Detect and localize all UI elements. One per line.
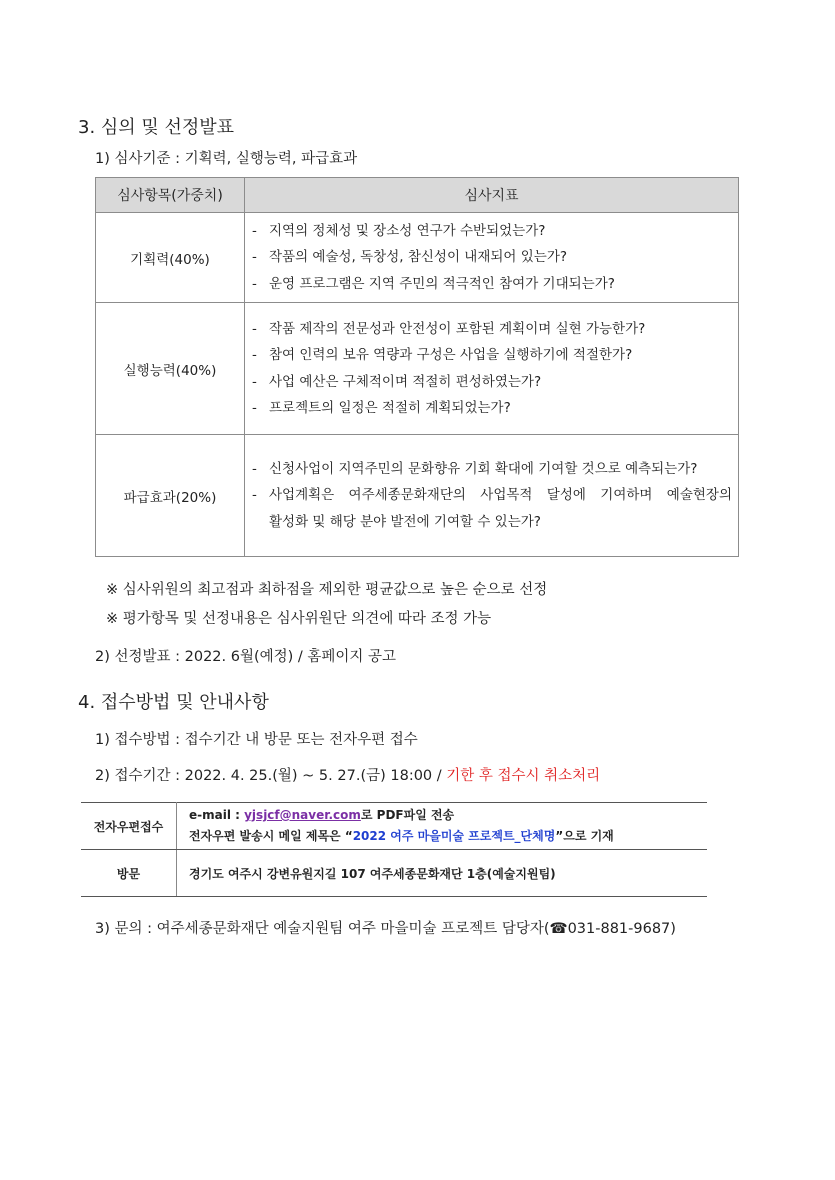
criteria-planning — [245, 213, 739, 303]
email-subject-format: 2022 여주 마을미술 프로젝트_단체명 — [352, 829, 556, 843]
section-4-title: 4. 접수방법 및 안내사항 — [78, 692, 269, 713]
list-item: - 사업 예산은 구체적이며 적절히 편성하였는가? — [252, 373, 542, 390]
column-header-criteria: 심사지표 — [245, 178, 739, 213]
table-row — [96, 303, 739, 435]
email-submission-label: 전자우편접수 — [81, 803, 177, 850]
email-submission-info: e-mail : yjsjcf@naver.com로 PDF파일 전송 전자우편 발송시 메일 제목은 “2022 여주 마을미술 프로젝트_단체명”으로 기재 — [177, 803, 708, 850]
phone-number: 031-881-9687) — [567, 921, 676, 937]
list-item: - 사업계획은 여주세종문화재단의 사업목적 달성에 기여하며 예술현장의 — [252, 487, 732, 504]
column-header-item: 심사항목(가중치) — [96, 178, 245, 213]
submission-period — [95, 764, 600, 785]
criteria-ripple-effect — [245, 435, 739, 557]
inquiry-contact: 3) 문의 : 여주세종문화재단 예술지원팀 여주 마을미술 프로젝트 담당자(☎031-881-9687) — [95, 921, 676, 937]
selection-announcement: 2) 선정발표 : 2022. 6월(예정) / 홈페이지 공고 — [95, 649, 397, 665]
list-item: - 프로젝트의 일정은 적절히 계획되었는가? — [252, 400, 511, 416]
visit-label: 방문 — [81, 850, 177, 897]
criteria-execution — [245, 303, 739, 435]
note-adjustment: ※ 평가항목 및 선정내용은 심사위원단 의견에 따라 조정 가능 — [106, 611, 492, 627]
email-link[interactable]: yjsjcf@naver.com — [244, 808, 361, 822]
phone-icon: ☎ — [549, 921, 568, 937]
section-3-title: 3. 심의 및 선정발표 — [78, 117, 235, 138]
table-row — [81, 803, 707, 850]
list-item: - 신청사업이 지역주민의 문화향유 기회 확대에 기여할 것으로 예측되는가? — [252, 460, 698, 477]
list-item: - 작품의 예술성, 독창성, 참신성이 내재되어 있는가? — [252, 249, 568, 266]
submission-period-text: 2) 접수기간 : 2022. 4. 25.(월) ~ 5. 27.(금) 18:00 / — [95, 768, 447, 784]
visit-address: 경기도 여주시 강변유원지길 107 여주세종문화재단 1층(예술지원팀) — [177, 850, 708, 897]
table-header-row — [96, 178, 739, 213]
item-ripple-effect: 파급효과(20%) — [96, 435, 245, 557]
submission-method: 1) 접수방법 : 접수기간 내 방문 또는 전자우편 접수 — [95, 732, 418, 748]
item-planning: 기획력(40%) — [96, 213, 245, 303]
review-criteria-table — [95, 177, 739, 557]
table-row — [81, 850, 707, 897]
list-item: - 작품 제작의 전문성과 안전성이 포함된 계획이며 실현 가능한가? — [252, 320, 646, 337]
list-item: 활성화 및 해당 분야 발전에 기여할 수 있는가? — [269, 513, 541, 530]
list-item: - 참여 인력의 보유 역량과 구성은 사업을 실행하기에 적절한가? — [252, 347, 633, 363]
item-execution: 실행능력(40%) — [96, 303, 245, 435]
note-scoring: ※ 심사위원의 최고점과 최하점을 제외한 평균값으로 높은 순으로 선정 — [106, 582, 548, 598]
table-row — [96, 435, 739, 557]
late-submission-warning: 기한 후 접수시 취소처리 — [446, 768, 601, 784]
table-row — [96, 213, 739, 303]
list-item: - 운영 프로그램은 지역 주민의 적극적인 참여가 기대되는가? — [252, 275, 615, 292]
review-criteria-heading: 1) 심사기준 : 기획력, 실행능력, 파급효과 — [95, 151, 358, 167]
submission-table — [81, 802, 707, 897]
list-item: - 지역의 정체성 및 장소성 연구가 수반되었는가? — [252, 222, 546, 239]
